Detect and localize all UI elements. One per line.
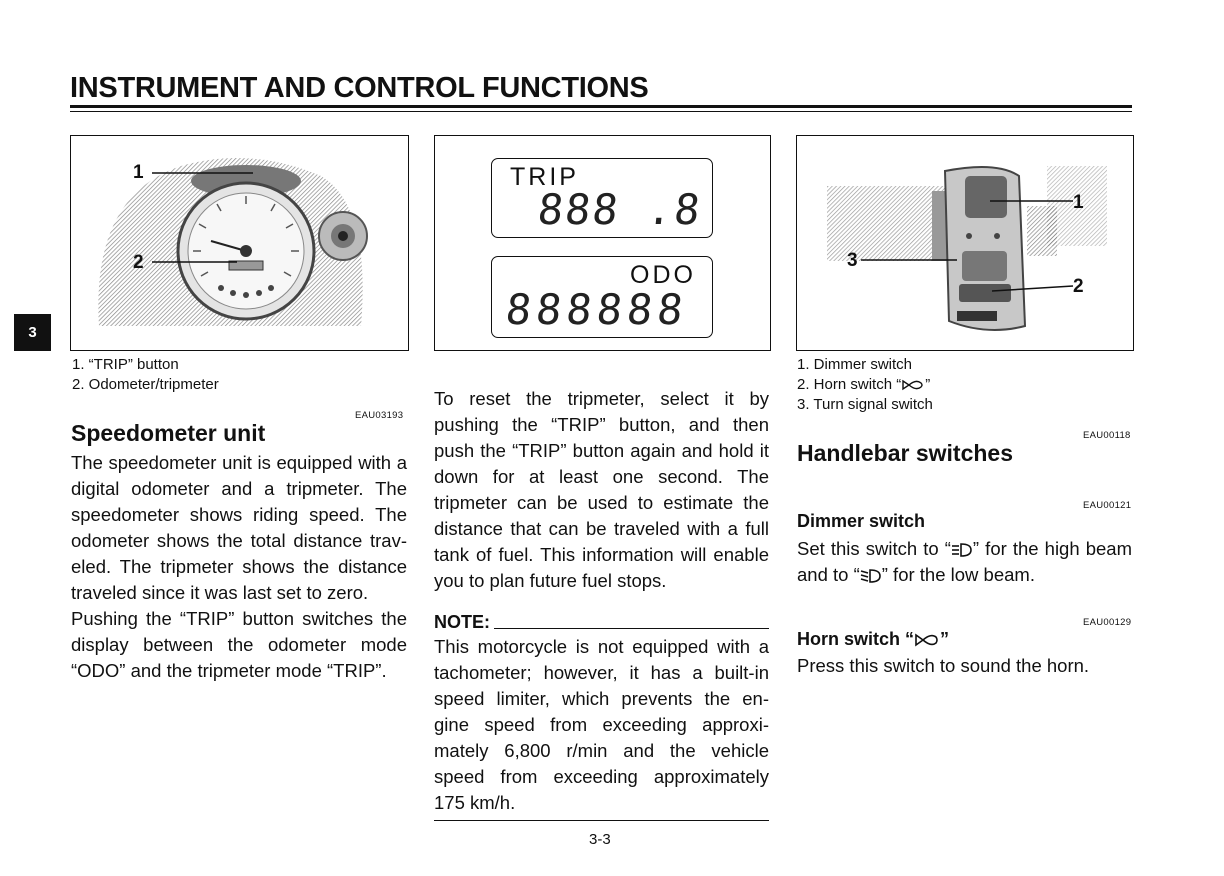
callout-2: 2 xyxy=(133,252,144,273)
odo-display xyxy=(491,256,713,338)
speedometer-illustration xyxy=(71,136,408,350)
caption-close-quote: ” xyxy=(925,376,931,393)
dimmer-text-b: ” for the high beam and to “ xyxy=(797,538,1133,585)
title-rule-thin xyxy=(70,111,1132,112)
page-number: 3-3 xyxy=(589,831,611,848)
reset-body xyxy=(434,386,769,594)
horn-icon xyxy=(901,378,925,392)
dimmer-text-c: ” for the low beam. xyxy=(881,564,1035,585)
note-header xyxy=(434,612,769,633)
figure3-caption-3: 3. Turn signal switch xyxy=(797,396,933,413)
section-code: EAU00121 xyxy=(1083,500,1132,511)
figure3-caption-1: 1. Dimmer switch xyxy=(797,356,913,373)
callout-1: 1 xyxy=(133,162,144,183)
note-body xyxy=(434,634,769,816)
figure3-caption-2 xyxy=(797,375,930,395)
reset-paragraph: To reset the tripmeter, select it by pushing the “TRIP” button, and then push the “TRIP” button again and hold it down for at least one second. The tripmeter can be used to estimate the distance that can be traveled with a full tank of fuel. This information will enable you to plan future fuel stops. xyxy=(434,388,769,591)
handlebar-heading: Handlebar switches xyxy=(797,440,1014,466)
section-code: EAU00118 xyxy=(1083,430,1131,441)
speedometer-body xyxy=(71,450,407,684)
low-beam-icon xyxy=(860,568,882,584)
callout-3: 3 xyxy=(847,250,858,271)
dimmer-text xyxy=(797,536,1132,588)
dimmer-body xyxy=(797,536,1132,588)
callout-2: 2 xyxy=(1073,276,1084,297)
section-code: EAU00129 xyxy=(1083,617,1132,628)
speedometer-paragraph-1: The speedometer unit is equipped with a digital odometer and a tripmeter. The speedometer shows riding speed. The odometer shows the total distance trav-eled. The tripmeter shows the distance traveled since it was last set to zero. xyxy=(71,452,407,603)
dimmer-heading: Dimmer switch xyxy=(797,511,926,531)
trip-digits: 888 .8 xyxy=(535,185,705,234)
title-rule-thick xyxy=(70,105,1132,108)
chapter-tab: 3 xyxy=(14,314,51,351)
note-end-rule xyxy=(434,820,769,821)
trip-label: TRIP xyxy=(510,163,579,191)
speedometer-paragraph-2: Pushing the “TRIP” button switches the display between the odometer mode “ODO” and the tripmeter mode “TRIP”. xyxy=(71,608,407,681)
note-rule xyxy=(494,628,769,629)
speedometer-heading: Speedometer unit xyxy=(71,420,266,446)
lcd-figure xyxy=(434,135,771,351)
note-text: This motorcycle is not equipped with a tachometer; however, it has a built-in speed limiter, which prevents the en-gine speed from exceeding approxi-mately 6,800 r/min and the vehicle speed from exceeding approximately 175 km/h. xyxy=(434,636,769,813)
odo-digits: 888888 xyxy=(503,285,691,334)
handlebar-illustration xyxy=(797,136,1133,350)
horn-icon xyxy=(914,632,940,648)
horn-heading-a: Horn switch “ xyxy=(797,629,915,649)
horn-body xyxy=(797,653,1132,679)
horn-text: Press this switch to sound the horn. xyxy=(797,655,1090,676)
horn-heading-b: ” xyxy=(940,629,950,649)
note-label: NOTE: xyxy=(434,612,490,632)
horn-heading xyxy=(797,629,949,650)
callout-1: 1 xyxy=(1073,192,1084,213)
speedometer-figure xyxy=(70,135,409,351)
caption-text: 2. Horn switch “ xyxy=(797,376,902,393)
page-title: INSTRUMENT AND CONTROL FUNCTIONS xyxy=(70,72,649,104)
trip-display xyxy=(491,158,713,238)
section-code: EAU03193 xyxy=(355,410,404,421)
figure1-caption-1: 1. “TRIP” button xyxy=(72,356,179,373)
high-beam-icon xyxy=(951,542,973,558)
odo-label: ODO xyxy=(630,261,696,289)
dimmer-text-a: Set this switch to “ xyxy=(797,538,951,559)
figure1-caption-2: 2. Odometer/tripmeter xyxy=(72,376,219,393)
handlebar-figure xyxy=(796,135,1134,351)
